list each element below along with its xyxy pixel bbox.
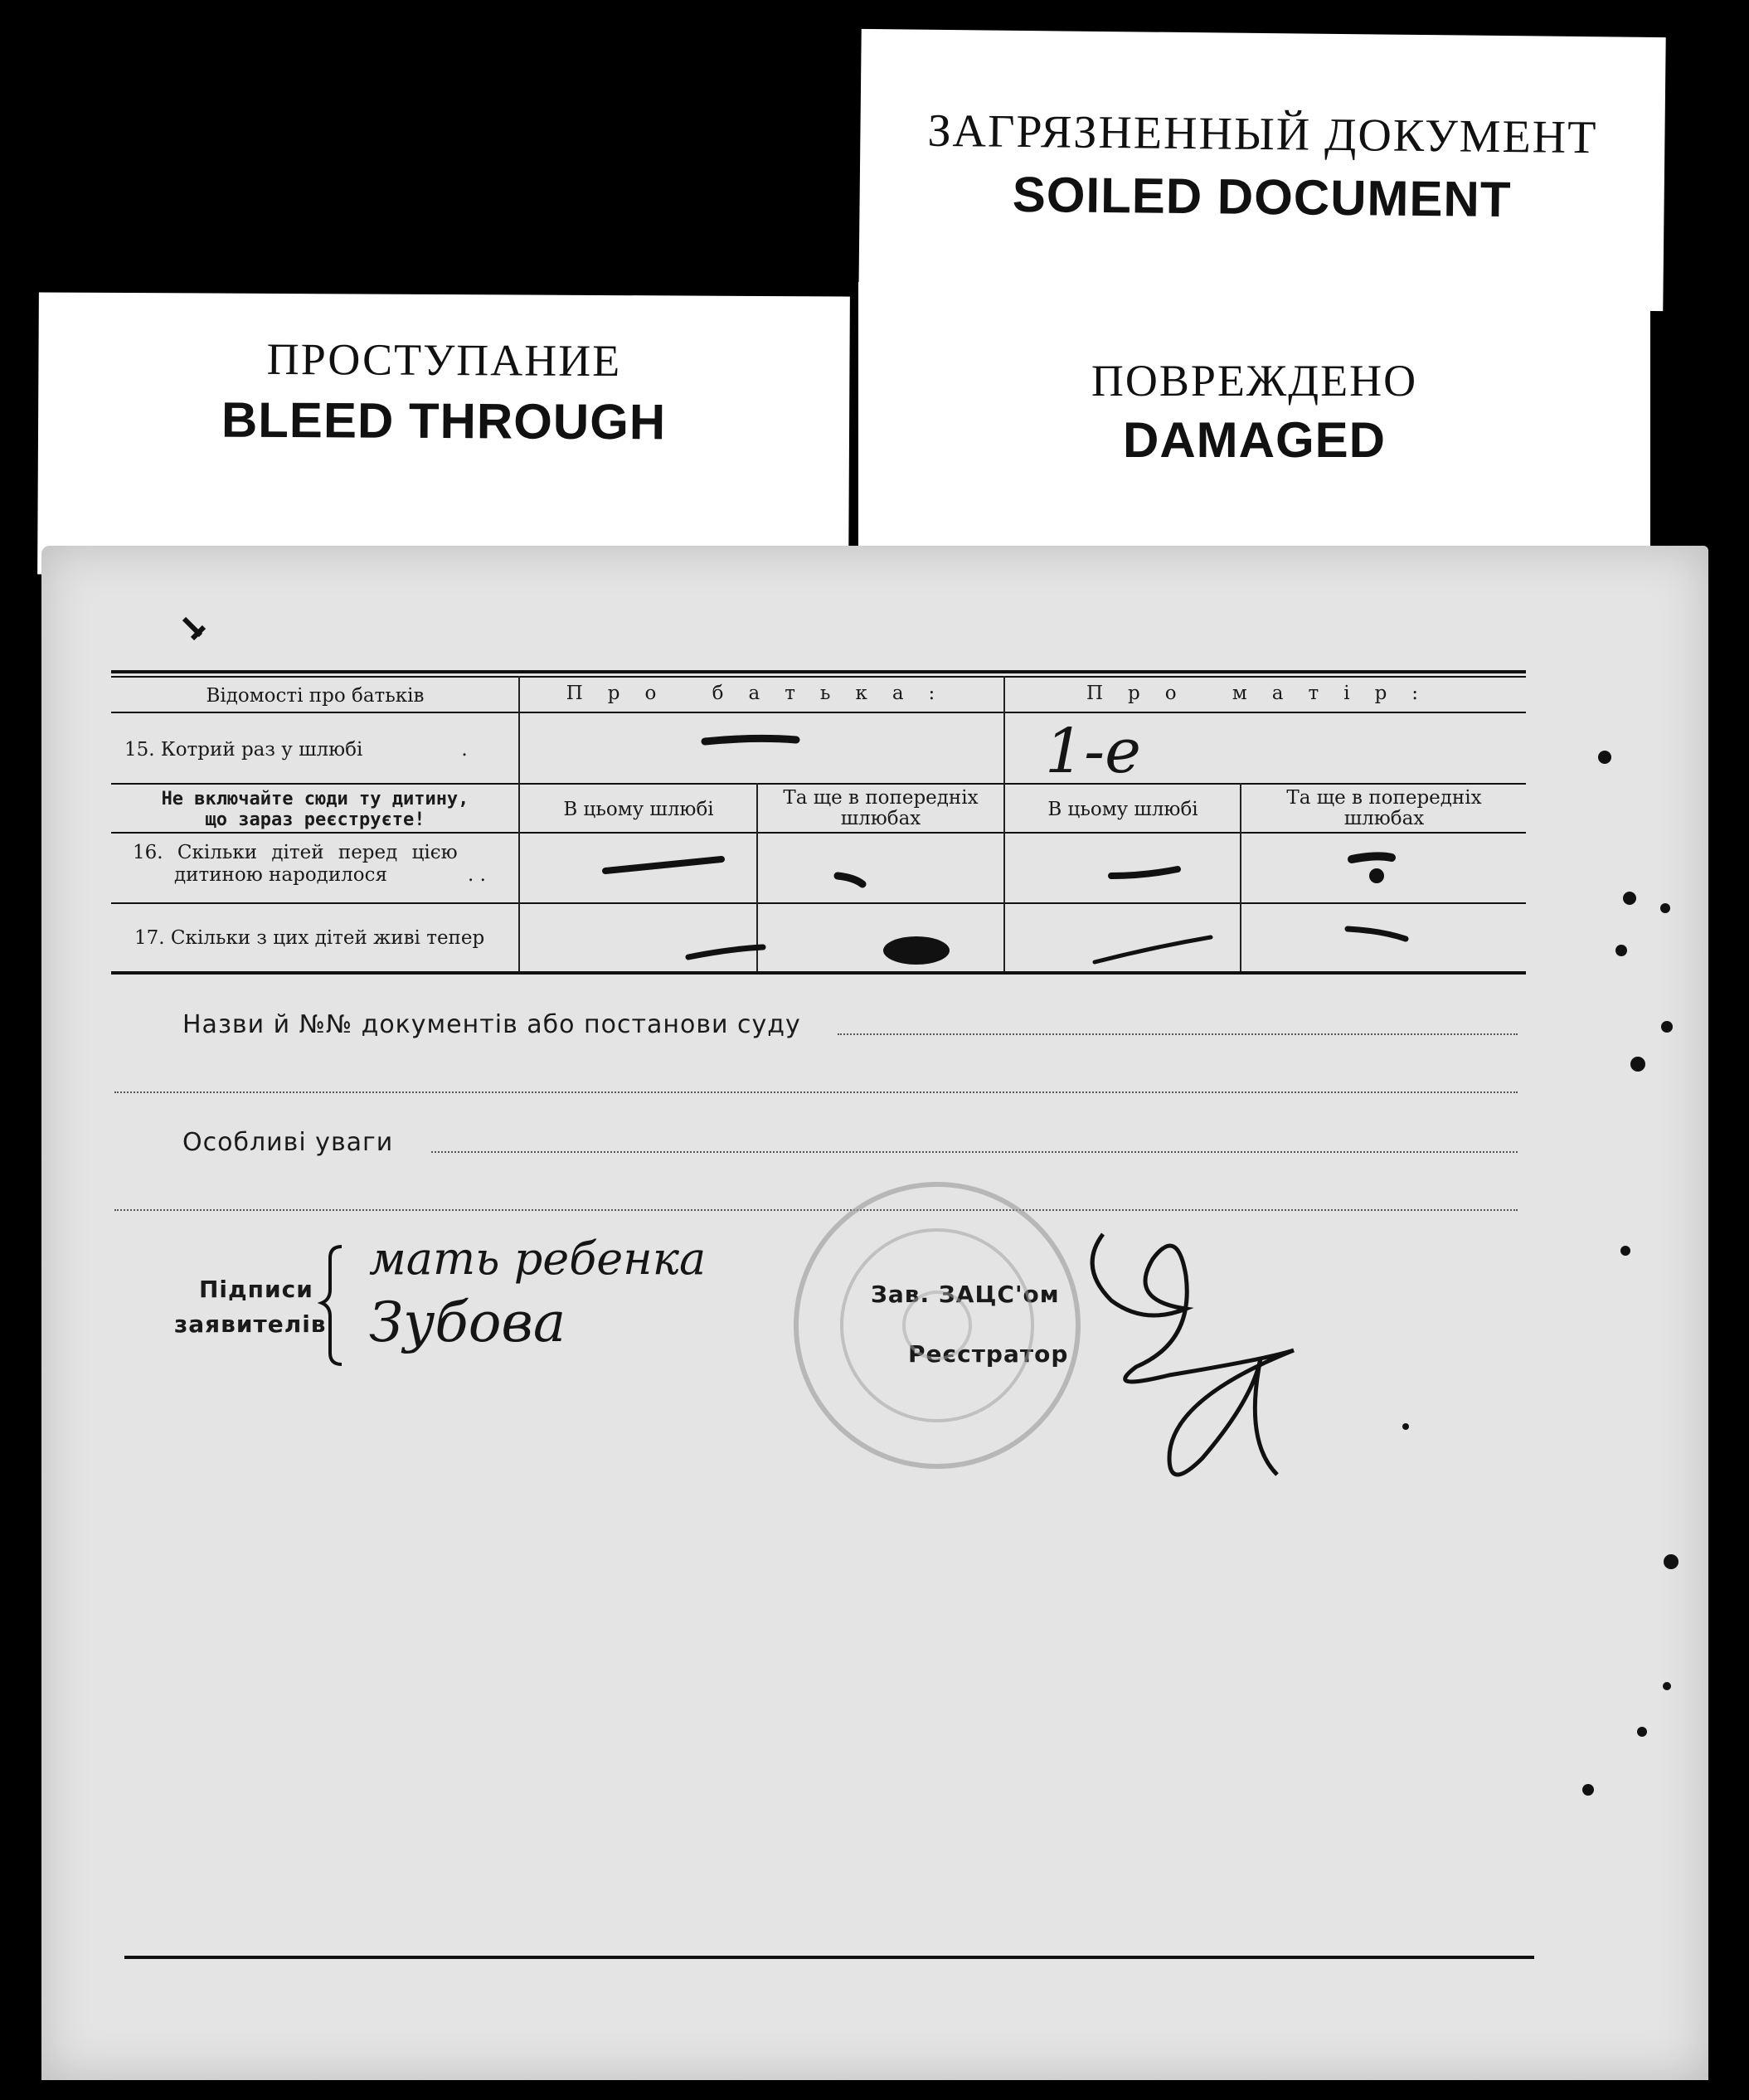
speck <box>1615 945 1627 956</box>
row16-dots: . . <box>468 864 486 886</box>
row17-father-prev-blot <box>883 936 950 965</box>
documents-label: Назви й №№ документів або постанови суду <box>182 1010 801 1039</box>
row15-father-dash <box>705 738 796 741</box>
official-stamp-emblem <box>904 1292 970 1359</box>
speck <box>1598 751 1611 764</box>
applicant-signature-line2: Зубова <box>369 1291 566 1354</box>
bleed-ru-text: ПРОСТУПАНИЕ <box>266 333 622 386</box>
mother-header: Про матір: <box>1086 683 1444 704</box>
row16-mother-this-dash <box>1111 869 1178 876</box>
speck <box>1664 1554 1679 1569</box>
registrar-label: Реєстратор <box>908 1340 1069 1368</box>
official-stamp-inner <box>842 1230 1032 1421</box>
remarks-label: Особливі уваги <box>182 1128 394 1157</box>
row16-label-line2: дитиною народилося <box>174 864 388 886</box>
row15-mother-handwritten: 1-е <box>1045 716 1141 787</box>
row17-father-this-dash <box>688 947 763 957</box>
row17-mother-this-dash <box>1095 937 1211 962</box>
row16-blot <box>1369 868 1384 883</box>
corner-cross-mark <box>184 619 204 639</box>
mother-previous-header-1: Та ще в попередніх <box>1286 787 1482 809</box>
applicant-signature-line1: мать ребенка <box>369 1232 707 1285</box>
row16-label-line1: 16. Скільки дітей перед цією <box>133 842 458 863</box>
soiled-en-text: SOILED DOCUMENT <box>1012 166 1512 228</box>
speck <box>1402 1423 1409 1430</box>
speck <box>1663 1682 1671 1690</box>
soiled-ru-text: ЗАГРЯЗНЕННЫЙ ДОКУМЕНТ <box>927 105 1598 164</box>
bleed-en-text: BLEED THROUGH <box>221 391 667 450</box>
damaged-card <box>858 282 1650 564</box>
damaged-ru-text: ПОВРЕЖДЕНО <box>1091 356 1418 406</box>
mother-previous-header-2: шлюбах <box>1343 808 1425 829</box>
row15-label: 15. Котрий раз у шлюбі <box>124 739 363 761</box>
official-stamp <box>796 1184 1078 1466</box>
speck <box>1582 1784 1594 1796</box>
document-sheet <box>41 546 1708 2080</box>
row15-dots: . <box>461 739 468 761</box>
head-registry-label: Зав. ЗАЦС'ом <box>871 1281 1060 1308</box>
speck <box>1630 1057 1645 1072</box>
registrar-signature <box>1092 1234 1294 1475</box>
exclusion-note-line2: що зараз реєструєте! <box>205 809 425 830</box>
row16-father-prev-dash <box>838 876 862 884</box>
speck <box>1623 892 1636 905</box>
speck <box>1620 1246 1630 1256</box>
signatures-label-1: Підписи <box>199 1276 313 1303</box>
damaged-en-text: DAMAGED <box>1123 412 1386 468</box>
row17-label: 17. Скільки з цих дітей живі тепер <box>134 927 485 949</box>
parents-info-header: Відомості про батьків <box>206 685 425 707</box>
father-this-marriage-header: В цьому шлюбі <box>563 799 714 820</box>
speck <box>1660 903 1670 913</box>
mother-this-marriage-header: В цьому шлюбі <box>1047 799 1198 820</box>
soiled-document-card <box>858 29 1665 311</box>
exclusion-note-line1: Не включайте сюди ту дитину, <box>161 789 469 809</box>
father-previous-header-2: шлюбах <box>840 808 921 829</box>
father-previous-header-1: Та ще в попередніх <box>783 787 979 809</box>
row17-mother-prev-dash <box>1348 929 1406 939</box>
signatures-label-2: заявителів <box>174 1310 327 1338</box>
row16-mother-prev-dash <box>1352 856 1392 859</box>
bleed-through-card <box>37 292 850 578</box>
speck <box>1661 1021 1673 1033</box>
signature-bracket <box>322 1247 342 1364</box>
father-header: Про батька: <box>566 683 960 704</box>
speck <box>1637 1727 1647 1737</box>
handwriting-overlay <box>41 546 1708 2080</box>
row16-father-this-dash <box>605 859 721 871</box>
